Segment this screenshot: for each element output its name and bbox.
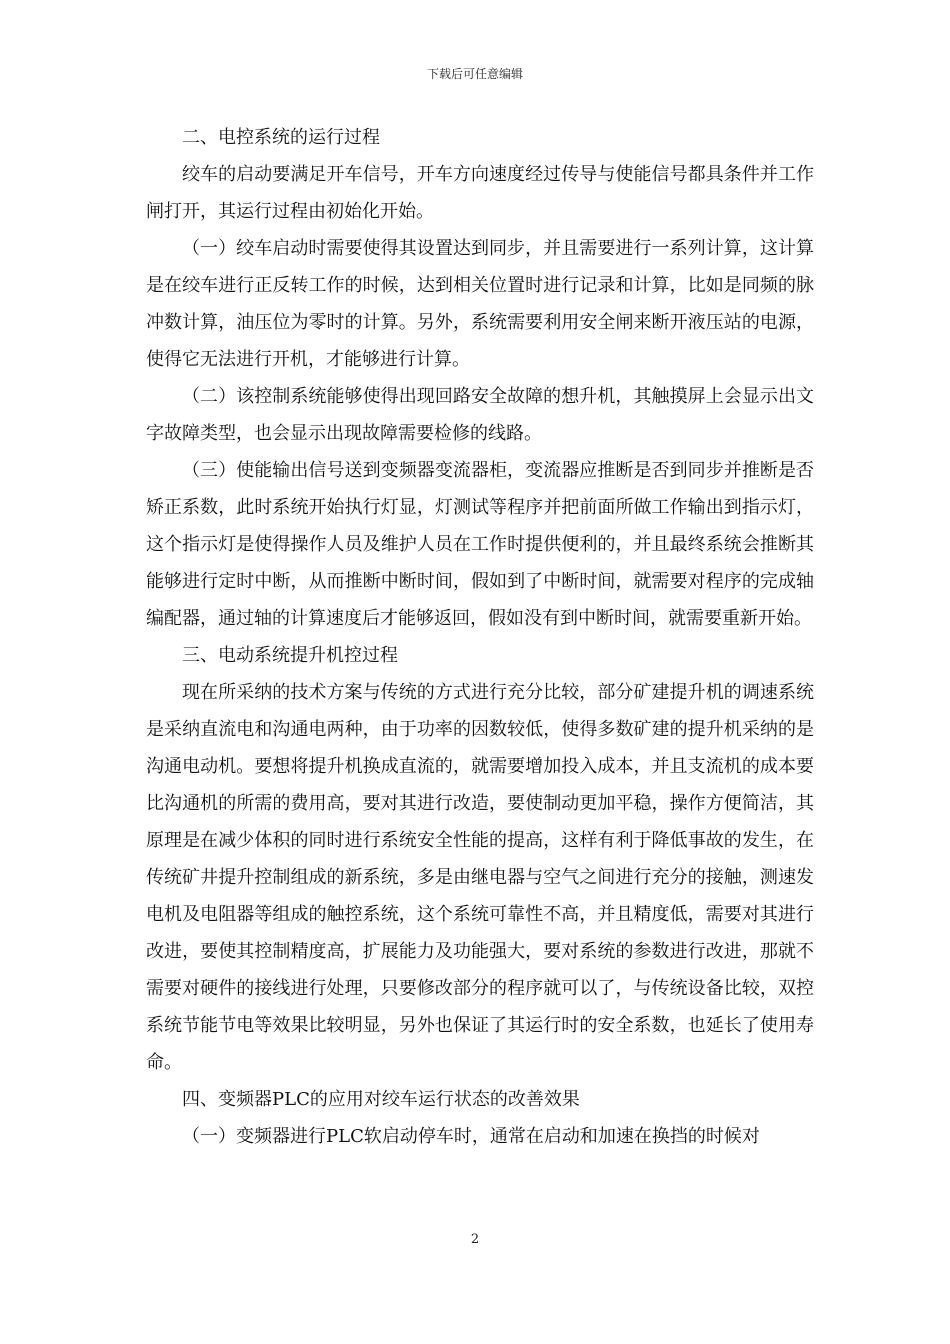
paragraph: （三）使能输出信号送到变频器变流器柜，变流器应推断是否到同步并推断是否矫正系数，此时系统开始执行灯显，灯测试等程序并把前面所做工作输出到指示灯，这个指示灯是使得操作人员及维护人员在工作时提供便利的，并且最终系统会推断其能够进行定时中断，从而推断中断时间，假如到了中断时间，就需要对程序的完成轴编配器，通过轴的计算速度后才能够返回，假如没有到中断时间，就需要重新开始。	[146, 460, 814, 629]
paragraph: 现在所采纳的技术方案与传统的方式进行充分比较，部分矿建提升机的调速系统是采纳直流电和沟通电两种，由于功率的因数较低，使得多数矿建的提升机采纳的是沟通电动机。要想将提升机换成直流的，就需要增加投入成本，并且支流机的成本要比沟通机的所需的费用高，要对其进行改造，要使制动更加平稳，操作方便简洁，其原理是在减少体积的同时进行系统安全性能的提高，这样有利于降低事故的发生，在传统矿井提升控制组成的新系统，多是由继电器与空气之间进行充分的接触，测速发电机及电阻器等组成的触控系统，这个系统可靠性不高，并且精度低，需要对其进行改进，要使其控制精度高，扩展能力及功能强大，要对系统的参数进行改进，那就不需要对硬件的接线进行处理，只要修改部分的程序就可以了，与传统设备比较，双控系统节能节电等效果比较明显，另外也保证了其运行时的安全系数，也延长了使用寿命。	[146, 682, 814, 1073]
section-heading-3: 三、电动系统提升机控过程	[182, 645, 398, 666]
section-heading-2: 二、电控系统的运行过程	[182, 127, 380, 148]
document-body	[146, 119, 814, 1155]
paragraph: （一）变频器进行PLC软启动停车时，通常在启动和加速在换挡的时候对	[182, 1126, 760, 1147]
page-header: 下载后可任意编辑	[426, 67, 523, 81]
section-heading-4: 四、变频器PLC的应用对绞车运行状态的改善效果	[182, 1089, 580, 1110]
paragraph: （二）该控制系统能够使得出现回路安全故障的想升机，其触摸屏上会显示出文字故障类型，也会显示出现故障需要检修的线路。	[146, 386, 814, 444]
paragraph: 绞车的启动要满足开车信号，开车方向速度经过传导与使能信号都具条件并工作闸打开，其运行过程由初始化开始。	[146, 164, 814, 222]
page-number: 2	[470, 1232, 480, 1247]
paragraph: （一）绞车启动时需要使得其设置达到同步，并且需要进行一系列计算，这计算是在绞车进行正反转工作的时候，达到相关位置时进行记录和计算，比如是同频的脉冲数计算，油压位为零时的计算。另外，系统需要利用安全闸来断开液压站的电源，使得它无法进行开机，才能够进行计算。	[146, 238, 814, 370]
